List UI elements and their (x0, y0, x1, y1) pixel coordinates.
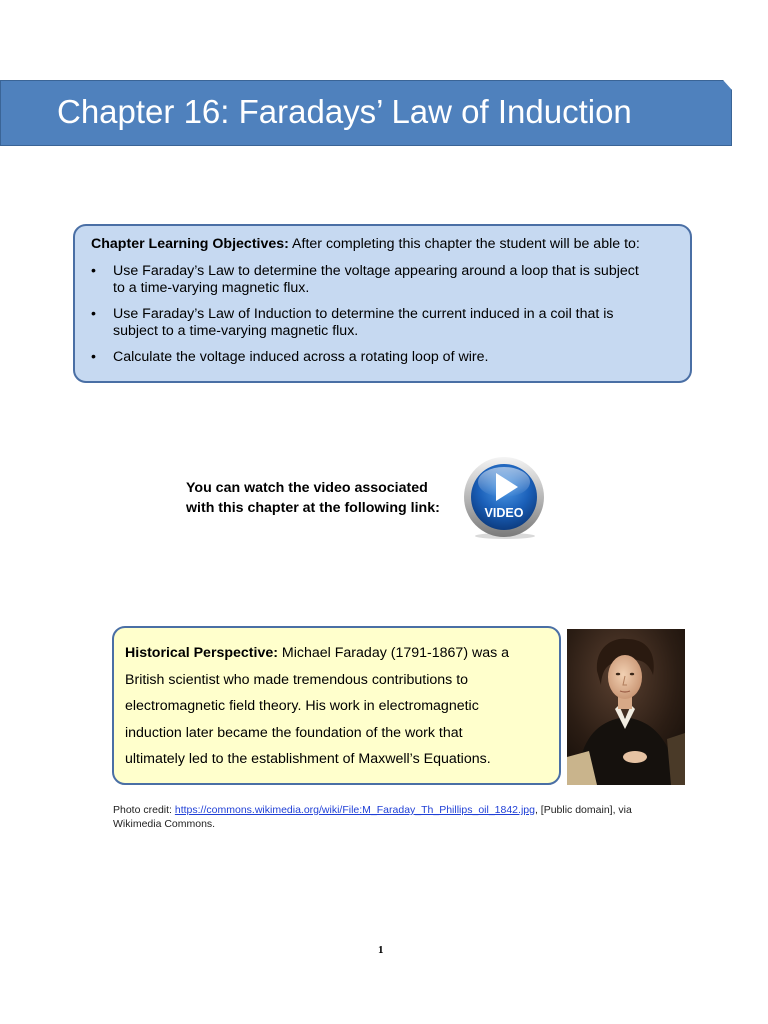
history-line: British scientist who made tremendous contributions to (125, 671, 469, 688)
objective-item (91, 306, 676, 340)
bullet-icon: • (91, 306, 96, 322)
objectives-heading-bold: Chapter Learning Objectives: (91, 236, 289, 252)
video-button-label: VIDEO (484, 506, 524, 520)
bullet-icon: • (91, 263, 96, 279)
objective-line: Calculate the voltage induced across a rotating loop of wire. (113, 349, 489, 365)
video-prompt-line: You can watch the video associated (186, 480, 428, 496)
objectives-list (91, 263, 676, 375)
chapter-title: Chapter 16: Faradays’ Law of Induction (57, 93, 632, 130)
objectives-heading (91, 236, 640, 252)
history-line: induction later became the foundation of the work that (125, 724, 463, 741)
historical-perspective-box (112, 626, 561, 785)
credit-suffix: , [Public domain], via (534, 804, 632, 816)
objective-line: Use Faraday’s Law of Induction to determine the current induced in a coil that is (113, 306, 614, 322)
credit-prefix: Photo credit: (113, 804, 175, 816)
objective-line: Use Faraday’s Law to determine the voltage appearing around a loop that is subject (113, 263, 639, 279)
objective-line: to a time-varying magnetic flux. (113, 280, 310, 296)
faraday-portrait (567, 629, 685, 785)
photo-credit (113, 803, 713, 831)
history-line-text: Michael Faraday (1791-1867) was a (277, 645, 510, 661)
history-heading: Historical Perspective: (125, 645, 278, 661)
credit-link[interactable]: https://commons.wikimedia.org/wiki/File:M_Faraday_Th_Phillips_oil_1842.jpg (174, 804, 535, 816)
video-prompt-line: with this chapter at the following link: (186, 500, 440, 516)
objectives-heading-text: After completing this chapter the student will be able to: (288, 236, 640, 252)
objective-item (91, 349, 676, 366)
video-prompt (186, 478, 440, 518)
historical-perspective-text (125, 640, 550, 773)
learning-objectives-box (73, 224, 692, 383)
history-line: electromagnetic field theory. His work in electromagnetic (125, 698, 479, 714)
history-line (125, 640, 550, 667)
credit-line: Wikimedia Commons. (113, 818, 216, 830)
objective-line: subject to a time-varying magnetic flux. (113, 323, 359, 339)
objective-item (91, 263, 676, 297)
credit-line (113, 803, 713, 817)
play-icon (462, 456, 546, 540)
page-number: 1 (378, 944, 384, 956)
history-line: ultimately led to the establishment of Maxwell’s Equations. (125, 751, 491, 767)
video-link-button[interactable] (462, 456, 546, 540)
bullet-icon: • (91, 349, 96, 365)
